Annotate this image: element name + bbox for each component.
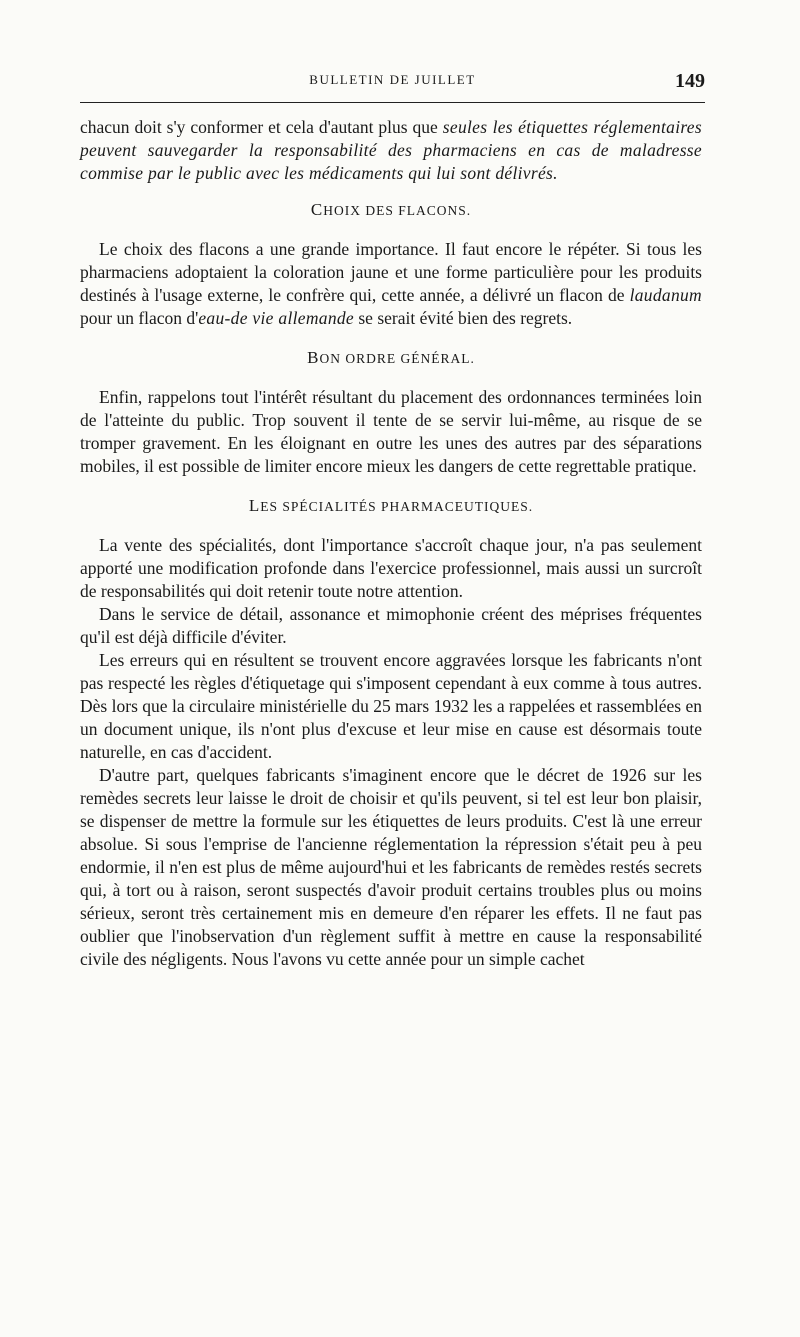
running-head: BULLETIN DE JUILLET <box>309 72 476 87</box>
heading-initial: C <box>310 200 324 219</box>
page-body <box>80 116 702 971</box>
flacons-text: Le choix des flacons a une grande importance. Il faut encore le répéter. Si tous les pharmaciens adoptaient la coloration jaune et une forme particulière pour les produits destinés à l'usage externe, le confrère qui, cette année, a délivré un flacon de <box>80 239 702 305</box>
ordre-paragraph: Enfin, rappelons tout l'intérêt résultant du placement des ordonnances terminées loin de l'atteinte du public. Trop souvent il tente de se servir lui-même, au risque de se tromper gravement. En les éloignant en outre les unes des autres par des séparations mobiles, il est possible de limiter encore mieux les dangers de cette regrettable pratique. <box>80 387 702 476</box>
heading-text: ES SPÉCIALITÉS PHARMACEUTIQUES. <box>260 499 534 514</box>
heading-initial: B <box>307 348 320 367</box>
header-rule <box>80 102 705 103</box>
section-heading-ordre <box>80 346 702 370</box>
specialites-paragraph-4: D'autre part, quelques fabricants s'imaginent encore que le décret de 1926 sur les remèdes secrets leur laisse le droit de choisir et qu'ils peuvent, si tel est leur bon plaisir, se dispenser de mettre la formule sur les étiquettes de leurs produits. C'est là une erreur absolue. Si sous l'emprise de l'ancienne réglementation la répression s'était peu à peu endormie, il n'en est plus de même aujourd'hui et les fabricants de remèdes restés secrets qui, à tort ou à raison, seront suspectés d'avoir produit certains troubles plus ou moins sérieux, seront très certainement mis en demeure d'en réparer les effets. Il ne faut pas oublier que l'inobservation d'un règlement suffit à mettre en cause la responsabilité civile des négligents. Nous l'avons vu cette année pour un simple cachet <box>80 765 702 969</box>
flacons-italic-1: laudanum <box>629 285 702 305</box>
flacons-text-mid: pour un flacon d' <box>80 308 199 328</box>
intro-text: chacun doit s'y conformer et cela d'autant plus que <box>80 117 443 137</box>
specialites-paragraph-1: La vente des spécialités, dont l'importance s'accroît chaque jour, n'a pas seulement apporté une modification profonde dans l'exercice professionnel, mais aussi un surcroît de responsabilités qui doit retenir toute notre attention. <box>80 535 702 601</box>
heading-text: ON ORDRE GÉNÉRAL. <box>319 351 475 366</box>
page-header <box>80 70 705 96</box>
section-heading-flacons <box>80 198 702 222</box>
page-number: 149 <box>675 70 705 92</box>
heading-initial: L <box>248 496 261 515</box>
flacons-italic-2: eau-de vie allemande <box>198 308 354 328</box>
intro-paragraph <box>80 116 702 185</box>
flacons-text-end: se serait évité bien des regrets. <box>354 308 573 328</box>
specialites-paragraph-3: Les erreurs qui en résultent se trouvent encore aggravées lorsque les fabricants n'ont pas respecté les règles d'étiquetage qui s'imposent cependant à eux comme à tous autres. Dès lors que la circulaire ministérielle du 25 mars 1932 les a rappelées et rassemblées en un document unique, ils n'ont plus d'excuse et leur mise en cause est désormais toute naturelle, en cas d'accident. <box>80 650 702 762</box>
specialites-paragraph-2: Dans le service de détail, assonance et mimophonie créent des méprises fréquentes qu'il est déjà difficile d'éviter. <box>80 604 702 647</box>
intro-italic-text: seules les étiquettes réglementaires peuvent sauvegarder la responsabilité des pharmaciens en cas de maladresse commise par le public avec les médicaments qui lui sont délivrés. <box>80 117 702 183</box>
flacons-paragraph <box>80 238 702 330</box>
section-heading-specialites <box>80 494 702 518</box>
heading-text: HOIX DES FLACONS. <box>323 203 472 218</box>
